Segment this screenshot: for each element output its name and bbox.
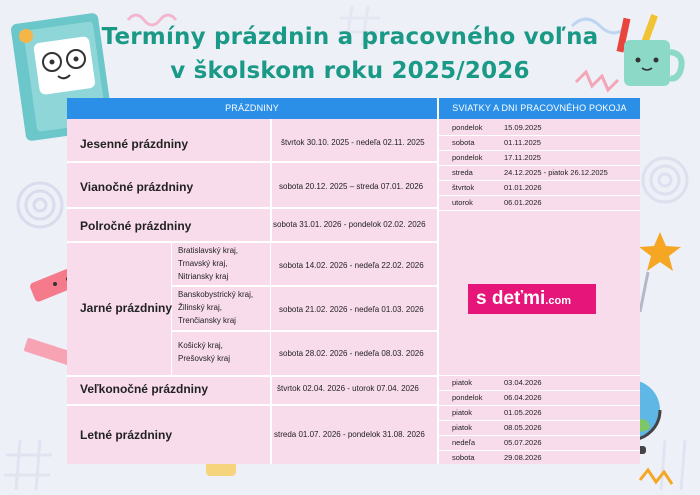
autumn-holiday-dates: štvrtok 30.10. 2025 - nedeľa 02.11. 2025 [281, 138, 425, 147]
spring-dates: sobota 28.02. 2026 - nedeľa 08.03. 2026 [279, 349, 424, 358]
easter-holiday-name: Veľkonočné prázdniny [80, 382, 208, 396]
day-off-date: 05.07.2026 [504, 438, 542, 447]
region-line: Trenčiansky kraj [178, 316, 236, 325]
day-off-date: 29.08.2026 [504, 453, 542, 462]
day-off-date: 24.12.2025 - piatok 26.12.2025 [504, 168, 608, 177]
spring-region-group [178, 288, 253, 327]
day-off-day: piatok [452, 423, 473, 432]
days-off-header: SVIATKY A DNI PRACOVNÉHO POKOJA [439, 98, 640, 119]
region-line: Trnavský kraj, [178, 259, 228, 268]
christmas-holiday-name: Vianočné prázdniny [80, 180, 194, 194]
day-off-date: 01.11.2025 [504, 138, 541, 147]
day-off-date: 03.04.2026 [504, 378, 542, 387]
day-off-day: utorok [452, 198, 473, 207]
easter-holiday-dates: štvrtok 02.04. 2026 - utorok 07.04. 2026 [277, 384, 419, 393]
spring-region-group [178, 244, 238, 283]
day-off-date: 15.09.2025 [504, 123, 542, 132]
day-off-date: 01.05.2026 [504, 408, 542, 417]
day-off-day: streda [452, 168, 473, 177]
day-off-date: 06.01.2026 [504, 198, 542, 207]
day-off-day: nedeľa [452, 438, 476, 447]
day-off-day: štvrtok [452, 183, 475, 192]
spiral-decoration [18, 183, 62, 227]
schedule-table [67, 98, 640, 464]
region-line: Žilinský kraj, [178, 303, 223, 312]
logo-text: s deťmi [476, 288, 546, 309]
region-line: Prešovský kraj [178, 354, 231, 363]
day-off-date: 17.11.2025 [504, 153, 541, 162]
sdetmi-logo [468, 284, 596, 314]
region-line: Nitriansky kraj [178, 272, 229, 281]
christmas-holiday-dates: sobota 20.12. 2025 – streda 07.01. 2026 [279, 182, 424, 191]
day-off-day: sobota [452, 138, 475, 147]
day-off-day: piatok [452, 378, 473, 387]
page-title: Termíny prázdnin a pracovného voľna [101, 24, 599, 50]
day-off-day: pondelok [452, 153, 483, 162]
day-off-day: sobota [452, 453, 475, 462]
region-line: Banskobystrický kraj, [178, 290, 254, 299]
spring-dates: sobota 21.02. 2026 - nedeľa 01.03. 2026 [279, 305, 424, 314]
autumn-holiday-name: Jesenné prázdniny [80, 137, 189, 151]
region-line: Košický kraj, [178, 341, 223, 350]
spring-region-group [178, 339, 230, 365]
summer-holiday-dates: streda 01.07. 2026 - pondelok 31.08. 2026 [274, 430, 425, 439]
day-off-date: 01.01.2026 [504, 183, 542, 192]
hashtag-decoration [4, 440, 52, 490]
region-line: Bratislavský kraj, [178, 246, 239, 255]
summer-holiday-name: Letné prázdniny [80, 428, 173, 442]
day-off-date: 08.05.2026 [504, 423, 542, 432]
star-illustration [639, 232, 681, 312]
holidays-header: PRÁZDNINY [67, 98, 437, 119]
spring-holiday-name: Jarné prázdniny [80, 301, 173, 315]
day-off-day: pondelok [452, 393, 483, 402]
day-off-day: pondelok [452, 123, 483, 132]
hashtag-decoration [661, 440, 685, 490]
zigzag-decoration [640, 470, 672, 484]
logo-suffix: .com [545, 295, 571, 307]
page-subtitle: v školskom roku 2025/2026 [170, 58, 530, 84]
spring-dates: sobota 14.02. 2026 - nedeľa 22.02. 2026 [279, 261, 424, 270]
midyear-holiday-name: Polročné prázdniny [80, 219, 192, 233]
spiral-decoration [643, 158, 687, 202]
day-off-date: 06.04.2026 [504, 393, 542, 402]
midyear-holiday-dates: sobota 31.01. 2026 - pondelok 02.02. 2026 [273, 220, 426, 229]
day-off-day: piatok [452, 408, 473, 417]
